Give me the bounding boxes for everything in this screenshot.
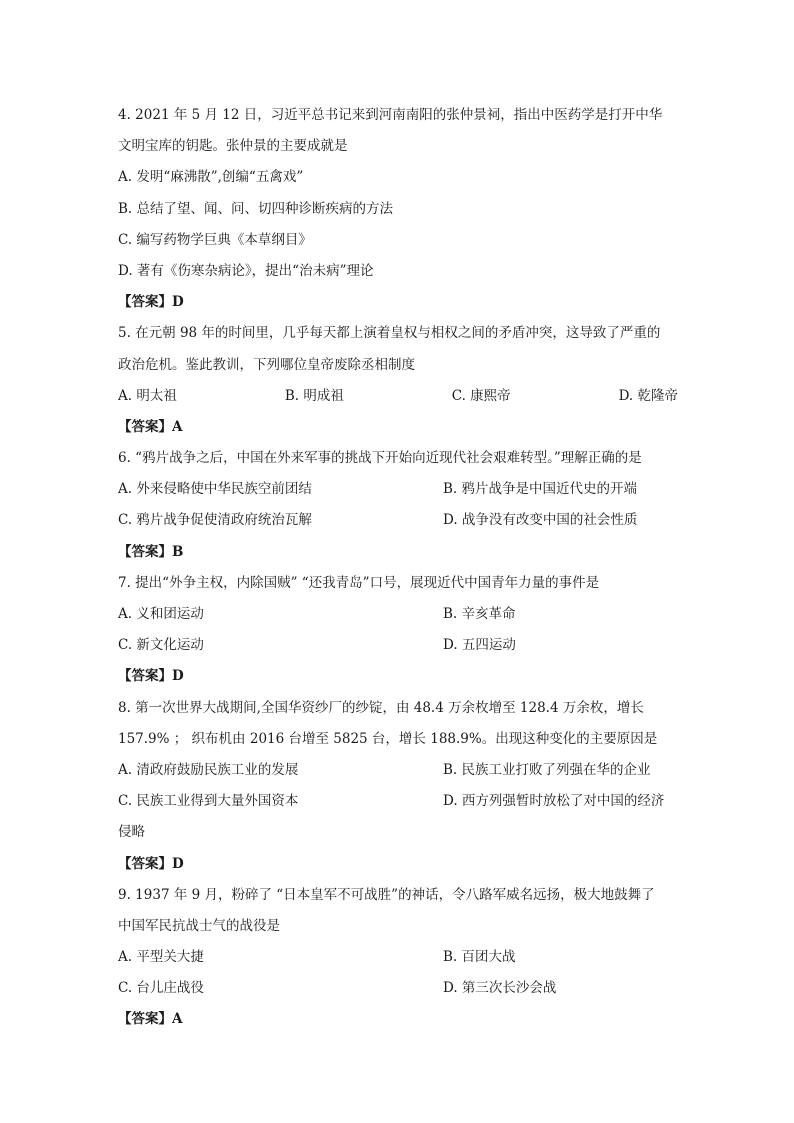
options-row — [118, 599, 678, 630]
option-b: B. 民族工业打败了列强在华的企业 — [443, 761, 651, 778]
options-row — [118, 474, 678, 505]
options-row — [118, 630, 678, 661]
answer-label: 【答案】D — [118, 294, 184, 311]
options-row — [118, 786, 678, 817]
question-5 — [118, 318, 678, 443]
options-row — [118, 505, 678, 536]
option-b: B. 总结了望、闻、问、切四种诊断疾病的方法 — [118, 200, 394, 217]
question-6 — [118, 443, 678, 568]
option-continuation: 侵略 — [118, 824, 145, 841]
options-row — [118, 755, 678, 786]
option-c: C. 鸦片战争促使清政府统治瓦解 — [118, 512, 312, 529]
option-a: A. 平型关大捷 — [118, 949, 204, 966]
question-stem-line: 8. 第一次世界大战期间,全国华资纱厂的纱锭，由 48.4 万余枚增至 128.4 万余枚，增长 — [118, 699, 644, 716]
question-stem-line: 文明宝库的钥匙。张仲景的主要成就是 — [118, 138, 348, 155]
question-stem-line: 157.9% ； 织布机由 2016 台增至 5825 台，增长 188.9%。出现这种变化的主要原因是 — [118, 730, 658, 747]
option-a: A. 明太祖 — [118, 387, 177, 404]
question-stem-line: 中国军民抗战士气的战役是 — [118, 917, 280, 934]
option-a: A. 外来侵略使中华民族空前团结 — [118, 481, 312, 498]
option-b: B. 明成祖 — [284, 387, 344, 404]
question-stem-line: 7. 提出“外争主权，内除国贼” “还我青岛”口号，展现近代中国青年力量的事件是 — [118, 574, 600, 591]
options-row — [118, 381, 678, 412]
option-d: D. 乾隆帝 — [618, 387, 678, 404]
option-d: D. 著有《伤寒杂病论》，提出“治未病”理论 — [118, 262, 374, 279]
option-a: A. 义和团运动 — [118, 606, 204, 622]
question-stem-line: 9. 1937 年 9 月，粉碎了 “日本皇军不可战胜”的神话，令八路军威名远扬，极大地鼓舞了 — [118, 886, 655, 903]
answer-label: 【答案】A — [118, 1011, 183, 1028]
answer-label: 【答案】B — [118, 543, 184, 560]
option-b: B. 鸦片战争是中国近代史的开端 — [443, 481, 638, 498]
option-c: C. 台儿庄战役 — [118, 980, 204, 997]
question-stem-line: 4. 2021 年 5 月 12 日，习近平总书记来到河南南阳的张仲景祠，指出中医药学是打开中华 — [118, 107, 663, 123]
option-d: D. 战争没有改变中国的社会性质 — [443, 512, 638, 529]
option-c: C. 民族工业得到大量外国资本 — [118, 793, 299, 810]
question-8 — [118, 693, 678, 880]
answer-label: 【答案】D — [118, 668, 184, 685]
option-d: D. 第三次长沙会战 — [443, 980, 557, 997]
options-row — [118, 942, 678, 973]
question-stem-line: 政治危机。鉴此教训，下列哪位皇帝废除丞相制度 — [118, 356, 415, 373]
option-b: B. 百团大战 — [443, 949, 516, 966]
option-d: D. 五四运动 — [443, 637, 516, 654]
question-9 — [118, 880, 678, 1036]
option-d: D. 西方列强暂时放松了对中国的经济 — [443, 793, 665, 810]
exam-page — [118, 100, 678, 1036]
answer-label: 【答案】D — [118, 855, 184, 872]
option-c: C. 编写药物学巨典《本草纲目》 — [118, 231, 312, 248]
question-7 — [118, 568, 678, 693]
question-stem-line: 6. “鸦片战争之后，中国在外来军事的挑战下开始向近现代社会艰难转型。”理解正确的是 — [118, 450, 642, 467]
option-c: C. 康熙帝 — [451, 387, 511, 404]
question-4 — [118, 100, 678, 318]
option-a: A. 清政府鼓励民族工业的发展 — [118, 761, 299, 778]
option-b: B. 辛亥革命 — [443, 606, 516, 622]
answer-label: 【答案】A — [118, 418, 183, 435]
option-a: A. 发明“麻沸散”,创编“五禽戏” — [118, 169, 304, 186]
question-stem-line: 5. 在元朝 98 年的时间里，几乎每天都上演着皇权与相权之间的矛盾冲突，这导致了严重的 — [118, 325, 661, 342]
option-c: C. 新文化运动 — [118, 637, 204, 654]
options-row — [118, 973, 678, 1004]
